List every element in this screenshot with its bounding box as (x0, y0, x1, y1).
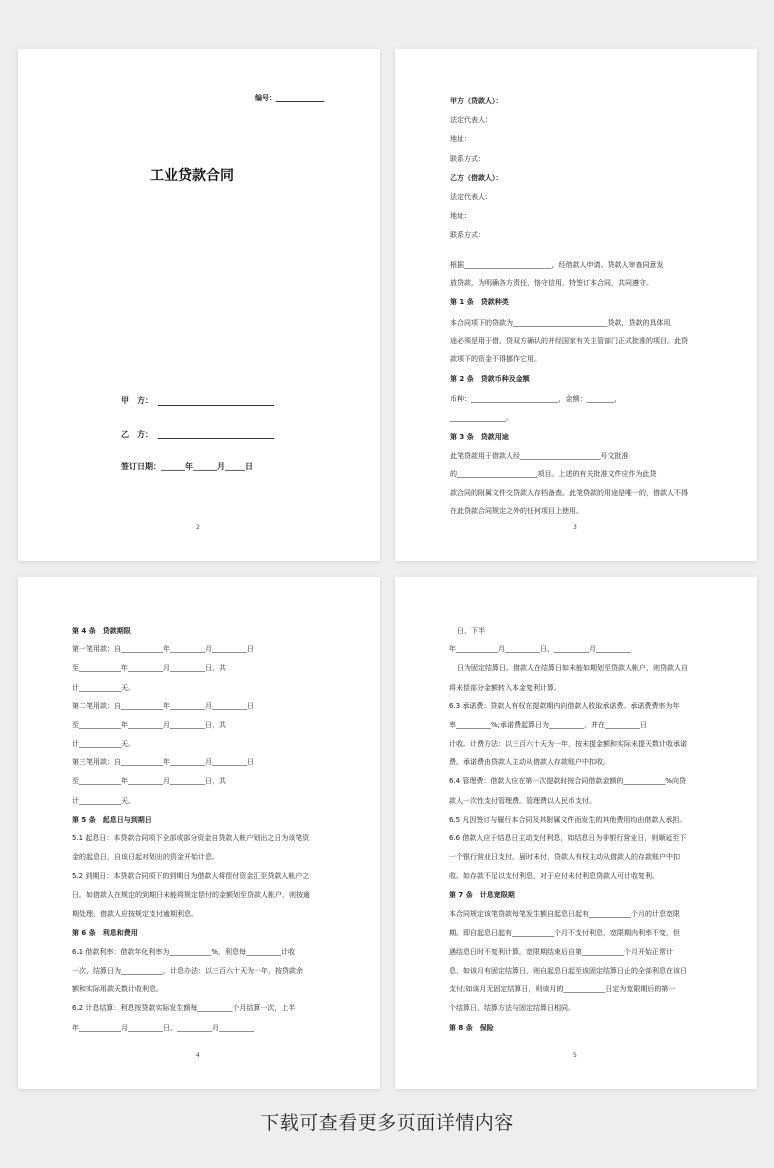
body-line: 联系方式： (450, 155, 485, 163)
contract-page-4 (395, 577, 757, 1089)
party-a-line (158, 405, 274, 406)
body-line: 至____________年__________月__________日，共 (72, 664, 226, 672)
body-line: 法定代表人： (450, 116, 492, 124)
party-b-label: 乙 方： (121, 430, 153, 439)
body-line: 6.1 借款利率：借款年化利率为____________%，利息每__________计收 (72, 948, 296, 956)
body-line: 收。如存款不足以支付利息，对于应付未付利息贷款人可计收复利。 (449, 872, 659, 880)
page-number: 2 (196, 524, 200, 531)
body-line: 款人一次性支付管理费。管理费以人民币支付。 (449, 797, 596, 805)
clause-heading: 第 6 条 利息和费用 (72, 929, 138, 937)
body-line: 5.2 到期日：本贷款合同项下的到期日为借款人将偿付资金汇至贷款人帐户之 (72, 872, 310, 880)
body-line: 至____________年__________月__________日，共 (72, 777, 226, 785)
contract-page-2 (395, 49, 757, 561)
body-line: 计收。计费方法：以三百六十天为一年，按未提金额和实际未提天数计收承诺 (449, 740, 687, 748)
body-line: 6.3 承诺费：贷款人有权在提款期内向借款人收取承诺费。承诺费费率为年 (449, 702, 680, 710)
clause-heading: 第 8 条 保险 (449, 1024, 494, 1032)
clause-heading: 第 5 条 起息日与到期日 (72, 816, 152, 824)
body-line: 款合同的附属文件交贷款人存档备查。此笔贷款的用途是唯一的，借款人不得 (450, 489, 688, 497)
body-line: 放贷款，为明确各方责任，恪守信用，特签订本合同，共同遵守。 (450, 279, 653, 287)
body-line: 本合同规定该笔贷款每笔发生额自起息日起有____________个月的计息宽限 (449, 910, 680, 918)
body-line: 年____________月__________日、__________月__________ (449, 645, 631, 653)
body-line: 此笔贷款用于借款人经_______________________号文批准 (450, 452, 629, 460)
body-line: 根据_________________________，经借款人申请、贷款人审查同意发 (450, 261, 664, 269)
clause-heading: 第 2 条 贷款币种及金额 (450, 375, 530, 383)
body-line: 将未偿部分金额转入本金复利计算。 (449, 684, 561, 692)
body-line: 计____________天。 (72, 797, 135, 805)
page-number: 4 (196, 1052, 200, 1059)
body-line: ________________。 (450, 414, 513, 422)
body-line: 率__________%;承诺费起算日为__________，并在__________日 (449, 721, 648, 729)
body-line: 日为固定结算日。借款人在结算日如未能如期划至贷款人帐户，则贷款人自 (457, 664, 688, 672)
body-line: 6.5 凡因签订与履行本合同及其附属文件而发生的其他费用均由借款人承担。 (449, 816, 687, 824)
body-line: 第一笔用款：自____________年__________月__________日 (72, 645, 254, 653)
body-line: 一次，结算日为____________。计息办法：以三百六十天为一年，按贷款余 (72, 967, 303, 975)
body-line: 个结算日，结算方法与固定结算日相同。 (449, 1004, 575, 1012)
body-line: 日。如借款人在规定的到期日未能将规定偿付的金额划至贷款人帐户，则按逾 (72, 891, 310, 899)
body-line: 6.2 计息结算：利息按贷款实际发生额每__________个月结算一次，上半 (72, 1004, 296, 1012)
contract-page-cover (18, 49, 380, 561)
body-line: 在此贷款合同规定之外的任何项目上使用。 (450, 507, 583, 515)
contract-number-label: 编号： (255, 94, 276, 102)
body-line: 本合同项下的贷款为___________________________贷款，贷款的具体用 (450, 319, 671, 327)
sign-date: 签订日期：______年______月_____日 (121, 462, 253, 471)
clause-heading: 甲方（贷款人）： (450, 97, 503, 105)
body-line: 的_______________________项目。上述的有关批准文件应作为此贷 (450, 470, 657, 478)
body-line: 期。即自起息日起有____________个月不支付利息，宽限期内利率不变，但 (449, 929, 680, 937)
body-line: 计____________天。 (72, 740, 135, 748)
body-line: 年____________月__________日、__________月__________ (72, 1024, 254, 1032)
party-b-line (158, 438, 274, 439)
body-line: 6.4 管理费：借款人应在第一次提款时按合同借款金额的____________%向贷 (449, 777, 687, 785)
clause-heading: 第 1 条 贷款种类 (450, 298, 509, 306)
party-a-label: 甲 方： (121, 396, 153, 405)
body-line: 计____________天。 (72, 684, 135, 692)
clause-heading: 乙方（借款人）： (450, 174, 503, 182)
body-line: 币种：_________________________，金额：________， (450, 395, 622, 403)
body-line: 法定代表人： (450, 193, 492, 201)
download-more-caption: 下载可查看更多页面详情内容 (260, 1112, 514, 1134)
contract-page-3 (18, 577, 380, 1089)
body-line: 日，下半 (457, 627, 485, 635)
body-line: 地址： (450, 135, 471, 143)
body-line: 期处理，借款人应按规定支付逾期利息。 (72, 910, 198, 918)
contract-title: 工业贷款合同 (150, 168, 234, 184)
page-number: 3 (573, 524, 577, 531)
body-line: 第二笔用款：自____________年__________月__________日 (72, 702, 254, 710)
body-line: 款项下的资金不得挪作它用。 (450, 355, 541, 363)
body-line: 6.6 借款人应于结息日主动支付利息，如结息日为非银行营业日，则顺延至下 (449, 834, 687, 842)
body-line: 至____________年__________月__________日，共 (72, 721, 226, 729)
body-line: 一个银行营业日支付。届时未付，贷款人有权主动从借款人的存款账户中扣 (449, 853, 680, 861)
page-number: 5 (573, 1052, 577, 1059)
body-line: 金的起息日，自该日起对划出的资金开始计息。 (72, 853, 219, 861)
clause-heading: 第 4 条 贷款期限 (72, 627, 131, 635)
body-line: 途必须是用于借、贷双方确认的并经国家有关主管部门正式批准的项目。此贷 (450, 337, 688, 345)
body-line: 额和实际用款天数计收利息。 (72, 985, 163, 993)
contract-number-line (276, 101, 324, 102)
body-line: 费。承诺费由贷款人主动从借款人存款账户中扣收。 (449, 758, 610, 766)
body-line: 遇结息日时不复利计算。宽限期结束后自第____________个月开始正常计 (449, 948, 673, 956)
body-line: 息，如该月有固定结算日，则自起息日起至该固定结算日止的全部利息在该日 (449, 967, 687, 975)
clause-heading: 第 7 条 计息宽限期 (449, 891, 515, 899)
body-line: 联系方式： (450, 231, 485, 239)
body-line: 5.1 起息日：本贷款合同项下全部或部分资金自贷款人帐户划出之日为该笔资 (72, 834, 310, 842)
body-line: 第三笔用款：自____________年__________月__________日 (72, 758, 254, 766)
body-line: 地址： (450, 212, 471, 220)
body-line: 支付;如该月无固定结算日，则该月的____________日定为宽限期后的第一 (449, 985, 676, 993)
clause-heading: 第 3 条 贷款用途 (450, 433, 509, 441)
